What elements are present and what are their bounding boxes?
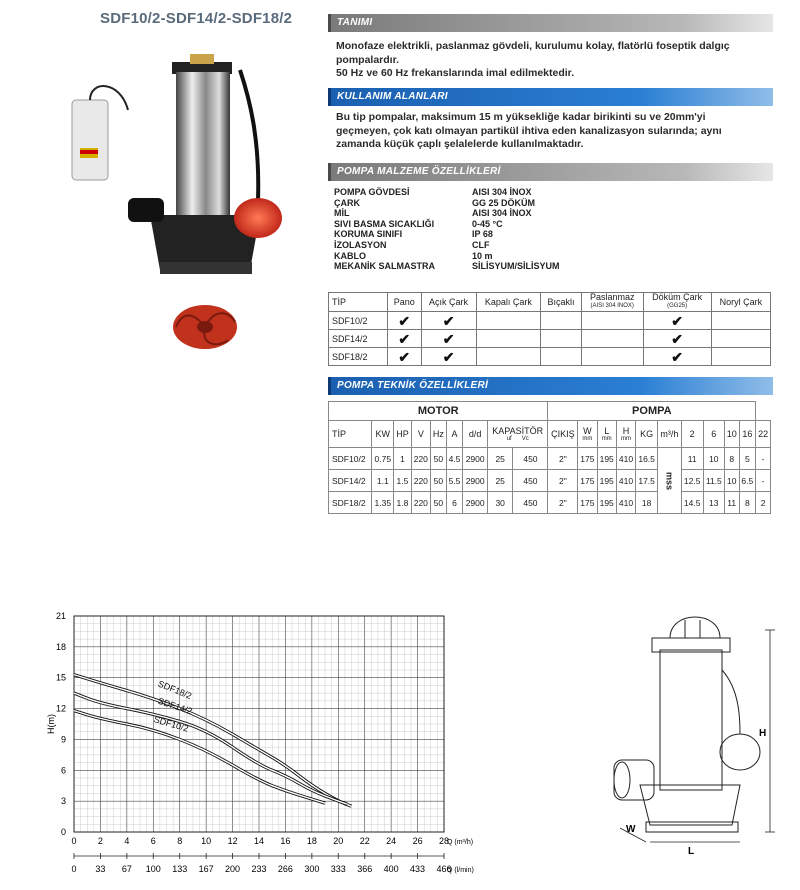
x2-tick-label: 200 bbox=[225, 864, 241, 874]
check-icon: ✔ bbox=[671, 348, 683, 365]
y-tick-label: 21 bbox=[55, 611, 66, 621]
section-malzeme-header: POMPA MALZEME ÖZELLİKLERİ bbox=[328, 163, 773, 181]
document-title: SDF10/2-SDF14/2-SDF18/2 bbox=[100, 10, 293, 27]
type-row-cell bbox=[476, 312, 541, 330]
series-label: SDF10/2 bbox=[152, 714, 190, 734]
type-row bbox=[329, 312, 771, 330]
x2-tick-label: 233 bbox=[251, 864, 267, 874]
type-row-cell bbox=[643, 330, 711, 348]
col-tip: TİP bbox=[329, 293, 388, 312]
type-row-cell bbox=[581, 330, 643, 348]
type-row bbox=[329, 348, 771, 366]
dim-w-label: W bbox=[626, 824, 636, 835]
tech-cell: 220 bbox=[411, 448, 430, 470]
tech-cell: 2900 bbox=[463, 448, 488, 470]
tech-cell: 16.5 bbox=[636, 448, 658, 470]
x2-tick-label: 133 bbox=[172, 864, 188, 874]
tech-cell: 14.5 bbox=[681, 492, 703, 514]
y-axis-label: H(m) bbox=[46, 714, 56, 734]
tech-cell: 8 bbox=[739, 492, 756, 514]
tech-cell: 2 bbox=[756, 492, 771, 514]
th-q22: 22 bbox=[756, 421, 771, 448]
col-pano: Pano bbox=[388, 293, 422, 312]
check-icon: ✔ bbox=[398, 330, 411, 347]
x2-tick-label: 67 bbox=[121, 864, 132, 874]
th-hp: HP bbox=[394, 421, 411, 448]
impeller-image bbox=[170, 302, 240, 352]
tech-cell: SDF10/2 bbox=[329, 448, 372, 470]
x-tick-label: 18 bbox=[306, 836, 317, 846]
th-kw: KW bbox=[372, 421, 394, 448]
tech-cell: 220 bbox=[411, 492, 430, 514]
type-row-cell bbox=[541, 312, 582, 330]
tech-cell: 175 bbox=[578, 448, 597, 470]
series-line-inner bbox=[74, 693, 348, 804]
tech-cell: - bbox=[756, 448, 771, 470]
tech-cell: 450 bbox=[513, 448, 548, 470]
x-tick-label: 20 bbox=[333, 836, 344, 846]
tech-cell: 2900 bbox=[463, 470, 488, 492]
tech-cell: 11 bbox=[724, 492, 739, 514]
tech-cell: 1 bbox=[394, 448, 411, 470]
type-row-cell bbox=[711, 312, 770, 330]
tech-cell: SDF14/2 bbox=[329, 470, 372, 492]
kullanim-text: Bu tip pompalar, maksimum 15 m yüksekliğe kadar birikinti su ve 20mm'yi geçmeyen, çok katı olmayan partikül ihtiva eden kanalizasyon sularında; aynı zamanda küçük çaplı şelalelerde kullanılmaktadır. bbox=[336, 111, 722, 150]
tech-cell: 11.5 bbox=[703, 470, 724, 492]
tech-cell: 2" bbox=[548, 492, 578, 514]
tech-cell: 18 bbox=[636, 492, 658, 514]
tech-row bbox=[329, 448, 771, 470]
type-row-cell bbox=[581, 348, 643, 366]
type-row-cell bbox=[643, 312, 711, 330]
type-row-cell bbox=[541, 348, 582, 366]
pump-photo bbox=[110, 40, 310, 290]
th-hz: Hz bbox=[430, 421, 446, 448]
pompa-header: POMPA bbox=[548, 402, 756, 421]
tech-cell: 450 bbox=[513, 470, 548, 492]
tech-cell: 6.5 bbox=[739, 470, 756, 492]
x-tick-label: 28 bbox=[438, 836, 450, 846]
col-noryl-cark: Noryl Çark bbox=[711, 293, 770, 312]
type-row-cell bbox=[476, 330, 541, 348]
check-icon: ✔ bbox=[671, 312, 683, 329]
x2-tick-label: 400 bbox=[383, 864, 399, 874]
section-tanimi-header: TANIMI bbox=[328, 14, 773, 32]
tech-cell: 50 bbox=[430, 470, 446, 492]
th-kg: KG bbox=[636, 421, 658, 448]
mss-cell bbox=[658, 448, 682, 514]
y-tick-label: 3 bbox=[60, 796, 66, 807]
tech-cell: 4.5 bbox=[446, 448, 463, 470]
tech-specs-table bbox=[328, 401, 771, 514]
th-kapasitor: KAPASİTÖR uf Vc bbox=[487, 421, 548, 448]
tech-cell: 50 bbox=[430, 492, 446, 514]
tech-cell: 195 bbox=[597, 448, 616, 470]
dimension-drawing bbox=[600, 610, 790, 855]
th-q2: 2 bbox=[681, 421, 703, 448]
type-row-cell bbox=[388, 330, 422, 348]
motor-header: MOTOR bbox=[329, 402, 548, 421]
tech-cell: 410 bbox=[616, 492, 635, 514]
th-l: L mm bbox=[597, 421, 616, 448]
tech-cell: 5 bbox=[739, 448, 756, 470]
check-icon: ✔ bbox=[442, 312, 455, 329]
th-q16: 16 bbox=[739, 421, 756, 448]
x-tick-label: 0 bbox=[71, 836, 77, 846]
x-tick-label: 22 bbox=[359, 836, 370, 846]
tech-cell: 12.5 bbox=[681, 470, 703, 492]
x2-tick-label: 167 bbox=[198, 864, 214, 874]
dim-l-label: L bbox=[688, 846, 695, 857]
check-icon: ✔ bbox=[442, 330, 455, 347]
th-a: A bbox=[446, 421, 463, 448]
tech-row bbox=[329, 492, 771, 514]
type-row-cell bbox=[388, 312, 422, 330]
series-label: SDF18/2 bbox=[156, 678, 194, 702]
x2-axis-label: Q (l/min) bbox=[447, 867, 474, 874]
tech-cell: 410 bbox=[616, 470, 635, 492]
type-row-cell bbox=[476, 348, 541, 366]
col-kapali-cark: Kapalı Çark bbox=[476, 293, 541, 312]
th-w: W mm bbox=[578, 421, 597, 448]
check-icon: ✔ bbox=[442, 348, 455, 365]
tech-cell: 2900 bbox=[463, 492, 488, 514]
material-list: POMPA GÖVDESİ AISI 304 İNOX ÇARK GG 25 DÖKÜM MİL AISI 304 İNOX SIVI BASMA SICAKLIĞI 0-45 °C KORUMA SINIFI IP 68 İZOLASYON CLF KABLO 10 m MEKANİK SALMASTRA SİLİSYUM/SİLİSYUM bbox=[334, 187, 560, 272]
x2-tick-label: 333 bbox=[330, 864, 346, 874]
x2-tick-label: 466 bbox=[436, 864, 452, 874]
th-m3h: m³/h bbox=[658, 421, 682, 448]
tech-row bbox=[329, 470, 771, 492]
dim-h-label: H bbox=[759, 728, 767, 739]
tech-cell: 17.5 bbox=[636, 470, 658, 492]
tech-cell: 175 bbox=[578, 492, 597, 514]
check-icon: ✔ bbox=[398, 312, 411, 329]
th-q6: 6 bbox=[703, 421, 724, 448]
tech-cell: 195 bbox=[597, 470, 616, 492]
tech-cell: 8 bbox=[724, 448, 739, 470]
tech-cell: - bbox=[756, 470, 771, 492]
type-row-cell bbox=[421, 348, 476, 366]
performance-chart bbox=[40, 608, 474, 878]
th-tip: TİP bbox=[329, 421, 372, 448]
tech-cell: 13 bbox=[703, 492, 724, 514]
x-tick-label: 4 bbox=[124, 836, 130, 846]
tech-cell: 1.35 bbox=[372, 492, 394, 514]
type-row-cell bbox=[421, 312, 476, 330]
tech-cell: SDF18/2 bbox=[329, 492, 372, 514]
th-dd: d/d bbox=[463, 421, 488, 448]
tech-cell: 10 bbox=[703, 448, 724, 470]
th-cikis: ÇIKIŞ bbox=[548, 421, 578, 448]
y-tick-label: 0 bbox=[60, 827, 66, 837]
x-tick-label: 12 bbox=[227, 836, 238, 846]
x-tick-label: 10 bbox=[201, 836, 212, 846]
x-tick-label: 24 bbox=[386, 836, 397, 846]
mss-label: mss bbox=[664, 471, 675, 490]
x2-tick-label: 366 bbox=[357, 864, 373, 874]
x2-tick-label: 33 bbox=[95, 864, 106, 874]
th-h: H mm bbox=[616, 421, 635, 448]
type-row-cell bbox=[541, 330, 582, 348]
type-row bbox=[329, 330, 771, 348]
type-row-tip: SDF18/2 bbox=[329, 348, 388, 366]
section-kullanim-header: KULLANIM ALANLARI bbox=[328, 88, 773, 106]
y-tick-label: 9 bbox=[60, 734, 66, 745]
tech-cell: 5.5 bbox=[446, 470, 463, 492]
tech-cell: 195 bbox=[597, 492, 616, 514]
col-bicakli: Bıçaklı bbox=[541, 293, 582, 312]
check-icon: ✔ bbox=[671, 330, 683, 347]
x-axis-label: Q (m³/h) bbox=[447, 839, 474, 846]
type-row-cell bbox=[711, 348, 770, 366]
type-row-cell bbox=[388, 348, 422, 366]
tech-cell: 1.8 bbox=[394, 492, 411, 514]
type-row-tip: SDF14/2 bbox=[329, 330, 388, 348]
x-tick-label: 6 bbox=[150, 836, 156, 846]
y-tick-label: 12 bbox=[55, 703, 66, 714]
tanimi-text: Monofaze elektrikli, paslanmaz gövdeli, kurulumu kolay, flatörlü foseptik dalgıç pompalardır. 50 Hz ve 60 Hz frekanslarında imal edilmektedir. bbox=[336, 40, 730, 79]
series-label: SDF14/2 bbox=[156, 695, 194, 717]
tech-cell: 1.1 bbox=[372, 470, 394, 492]
tech-cell: 2" bbox=[548, 448, 578, 470]
x-tick-label: 16 bbox=[280, 836, 291, 846]
tech-cell: 0.75 bbox=[372, 448, 394, 470]
y-tick-label: 15 bbox=[55, 672, 66, 683]
tech-cell: 11 bbox=[681, 448, 703, 470]
tech-cell: 410 bbox=[616, 448, 635, 470]
y-tick-label: 18 bbox=[55, 641, 66, 652]
section-teknik-header: POMPA TEKNİK ÖZELLİKLERİ bbox=[328, 377, 773, 395]
th-q10: 10 bbox=[724, 421, 739, 448]
col-acik-cark: Açık Çark bbox=[421, 293, 476, 312]
x-tick-label: 2 bbox=[97, 836, 103, 846]
tech-cell: 10 bbox=[724, 470, 739, 492]
x2-tick-label: 300 bbox=[304, 864, 320, 874]
tech-cell: 450 bbox=[513, 492, 548, 514]
type-row-cell bbox=[581, 312, 643, 330]
x2-tick-label: 266 bbox=[277, 864, 293, 874]
tech-cell: 220 bbox=[411, 470, 430, 492]
th-v: V bbox=[411, 421, 430, 448]
tech-cell: 2" bbox=[548, 470, 578, 492]
type-features-table bbox=[328, 292, 771, 366]
x2-tick-label: 433 bbox=[410, 864, 426, 874]
y-tick-label: 6 bbox=[60, 765, 66, 776]
col-paslanmaz: Paslanmaz (AISI 304 INOX) bbox=[581, 293, 643, 312]
x-tick-label: 26 bbox=[412, 836, 423, 846]
tech-cell: 175 bbox=[578, 470, 597, 492]
col-dokum-cark: Döküm Çark (GG25) bbox=[643, 293, 711, 312]
tech-cell: 25 bbox=[487, 448, 512, 470]
tech-cell: 30 bbox=[487, 492, 512, 514]
type-row-cell bbox=[643, 348, 711, 366]
tech-cell: 50 bbox=[430, 448, 446, 470]
tech-cell: 1.5 bbox=[394, 470, 411, 492]
x-tick-label: 8 bbox=[177, 836, 183, 846]
type-row-cell bbox=[421, 330, 476, 348]
x-tick-label: 14 bbox=[253, 836, 265, 846]
check-icon: ✔ bbox=[398, 348, 411, 365]
x2-tick-label: 100 bbox=[145, 864, 161, 874]
tech-cell: 6 bbox=[446, 492, 463, 514]
tech-cell: 25 bbox=[487, 470, 512, 492]
x2-tick-label: 0 bbox=[71, 864, 77, 874]
type-row-cell bbox=[711, 330, 770, 348]
type-row-tip: SDF10/2 bbox=[329, 312, 388, 330]
